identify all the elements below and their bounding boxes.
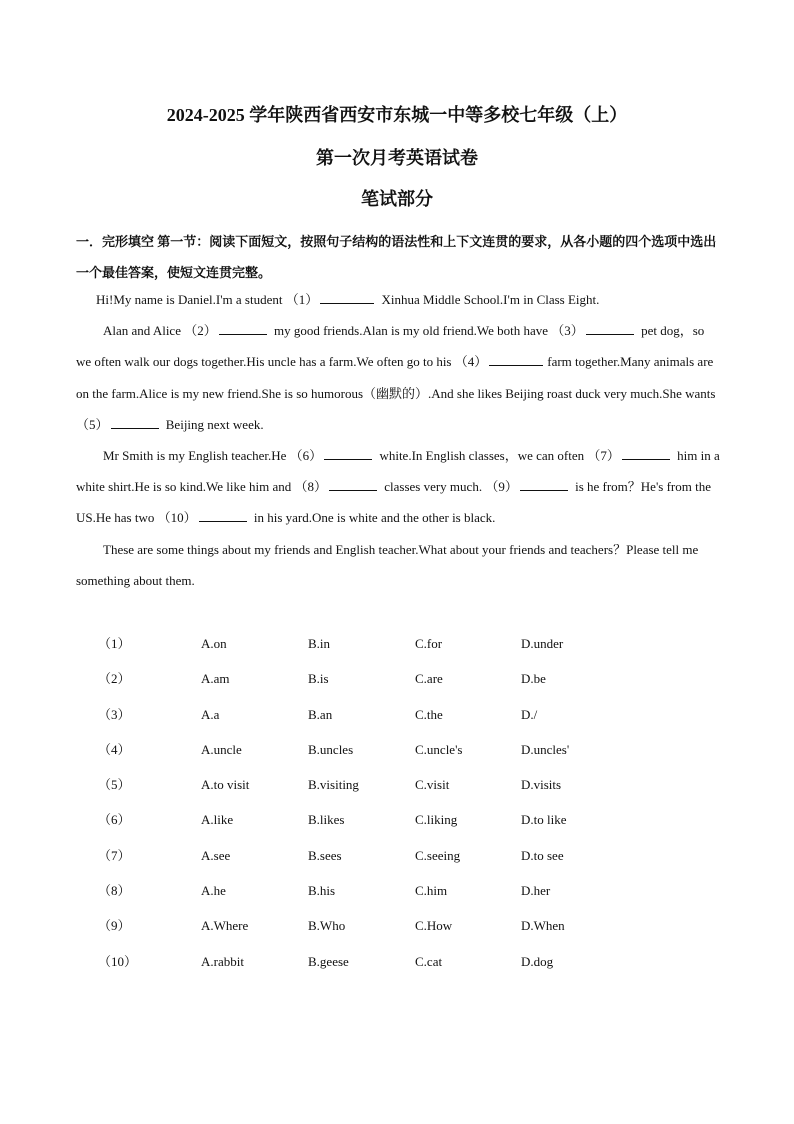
question-number: （6） bbox=[98, 812, 131, 828]
question-row bbox=[0, 626, 794, 661]
question-number: （9） bbox=[98, 918, 131, 934]
passage-text: is he from？He's from the US.He has two （10） bbox=[76, 479, 712, 526]
paragraph-1 bbox=[76, 284, 722, 315]
passage-text: my good friends.Alan is my old friend.We both have （3） bbox=[270, 323, 584, 339]
option-c: C.him bbox=[415, 883, 448, 899]
option-a: A.Where bbox=[201, 918, 249, 934]
option-d: D.be bbox=[521, 671, 546, 687]
option-c: C.are bbox=[415, 671, 443, 687]
option-b: B.uncles bbox=[308, 741, 354, 757]
option-b: B.an bbox=[308, 706, 333, 722]
option-d: D.visits bbox=[521, 777, 562, 793]
option-c: C.the bbox=[415, 706, 443, 722]
option-b: B.visiting bbox=[308, 777, 359, 793]
passage-text: Mr Smith is my English teacher.He （6） bbox=[103, 448, 323, 464]
option-b: B.in bbox=[308, 636, 331, 651]
option-b: B.sees bbox=[308, 847, 342, 863]
passage-text: Alan and Alice （2） bbox=[103, 323, 217, 339]
question-row bbox=[0, 908, 794, 943]
option-a: A.a bbox=[201, 706, 220, 722]
option-d: D.under bbox=[521, 636, 564, 651]
blank-5 bbox=[111, 416, 159, 429]
question-row bbox=[0, 838, 794, 873]
passage-text: in his yard.One is white and the other is black. bbox=[250, 510, 496, 526]
passage-text: Beijing next week. bbox=[162, 416, 264, 432]
question-row bbox=[0, 661, 794, 696]
option-a: A.like bbox=[201, 812, 234, 828]
question-row bbox=[0, 697, 794, 732]
question-row bbox=[0, 944, 794, 979]
passage-text: classes very much. （9） bbox=[380, 479, 518, 495]
option-b: B.geese bbox=[308, 953, 349, 969]
option-a: A.he bbox=[201, 883, 226, 899]
option-c: C.for bbox=[415, 636, 443, 651]
question-number: （4） bbox=[98, 741, 131, 757]
question-row bbox=[0, 732, 794, 767]
option-c: C.uncle's bbox=[415, 741, 463, 757]
blank-9 bbox=[520, 478, 568, 491]
option-c: C.liking bbox=[415, 812, 458, 828]
option-a: A.rabbit bbox=[201, 953, 244, 969]
passage-text: farm together.Many animals are on the farm.Alice is my new friend.She is so humorous（幽默的）.And she likes Beijing roast duck very much.She wants （5） bbox=[76, 354, 716, 432]
option-b: B.Who bbox=[308, 918, 346, 934]
passage-text: Hi!My name is Daniel.I'm a student （1） bbox=[96, 292, 319, 307]
question-row bbox=[0, 873, 794, 908]
option-d: D.When bbox=[521, 918, 565, 934]
question-number: （7） bbox=[98, 847, 131, 863]
exam-title: 2024-2025 学年陕西省西安市东城一中等多校七年级（上） bbox=[166, 105, 628, 125]
blank-6 bbox=[324, 447, 372, 460]
question-number: （3） bbox=[98, 706, 131, 722]
paragraph-3 bbox=[76, 440, 722, 534]
cloze-passage bbox=[76, 284, 722, 596]
option-d: D./ bbox=[521, 706, 538, 722]
option-d: D.her bbox=[521, 883, 551, 899]
question-row bbox=[0, 802, 794, 837]
question-number: （10） bbox=[98, 953, 138, 969]
section-instructions: 一．完形填空 第一节：阅读下面短文，按照句子结构的语法性和上下文连贯的要求，从各小题的四个选项中选出一个最佳答案，使短文连贯完整。 bbox=[76, 234, 717, 280]
section-title: 笔试部分 bbox=[361, 189, 433, 209]
paragraph-4: These are some things about my friends and English teacher.What about your friends and teachers？Please tell me something about them. bbox=[76, 541, 699, 588]
option-c: C.cat bbox=[415, 953, 443, 969]
option-c: C.visit bbox=[415, 777, 450, 793]
question-number: （2） bbox=[98, 671, 131, 687]
question-number: （5） bbox=[98, 777, 131, 793]
passage-text: him in a white shirt.He is so kind.We like him and （8） bbox=[76, 448, 720, 495]
blank-3 bbox=[586, 322, 634, 335]
question-row bbox=[0, 767, 794, 802]
option-a: A.am bbox=[201, 671, 230, 687]
option-c: C.How bbox=[415, 918, 453, 934]
passage-text: pet dog，so we often walk our dogs together.His uncle has a farm.We often go to his （4） bbox=[76, 323, 705, 370]
blank-1 bbox=[320, 291, 374, 304]
option-b: B.is bbox=[308, 671, 329, 687]
passage-text: Xinhua Middle School.I'm in Class Eight. bbox=[378, 292, 600, 307]
option-d: D.uncles' bbox=[521, 741, 570, 757]
question-number: （8） bbox=[98, 883, 131, 899]
option-a: A.uncle bbox=[201, 741, 242, 757]
passage-text: white.In English classes，we can often （7） bbox=[376, 448, 620, 464]
option-b: B.his bbox=[308, 883, 336, 899]
option-a: A.see bbox=[201, 847, 231, 863]
blank-8 bbox=[329, 478, 377, 491]
blank-2 bbox=[219, 322, 267, 335]
option-b: B.likes bbox=[308, 812, 345, 828]
option-d: D.to see bbox=[521, 847, 564, 863]
exam-subtitle: 第一次月考英语试卷 bbox=[316, 148, 478, 168]
blank-4 bbox=[489, 353, 543, 366]
paragraph-2 bbox=[76, 315, 722, 440]
answer-options bbox=[0, 626, 794, 979]
option-c: C.seeing bbox=[415, 847, 461, 863]
question-number: （1） bbox=[98, 636, 131, 651]
blank-10 bbox=[199, 509, 247, 522]
option-a: A.on bbox=[201, 636, 227, 651]
option-d: D.to like bbox=[521, 812, 567, 828]
blank-7 bbox=[622, 447, 670, 460]
option-d: D.dog bbox=[521, 953, 554, 969]
option-a: A.to visit bbox=[201, 777, 250, 793]
